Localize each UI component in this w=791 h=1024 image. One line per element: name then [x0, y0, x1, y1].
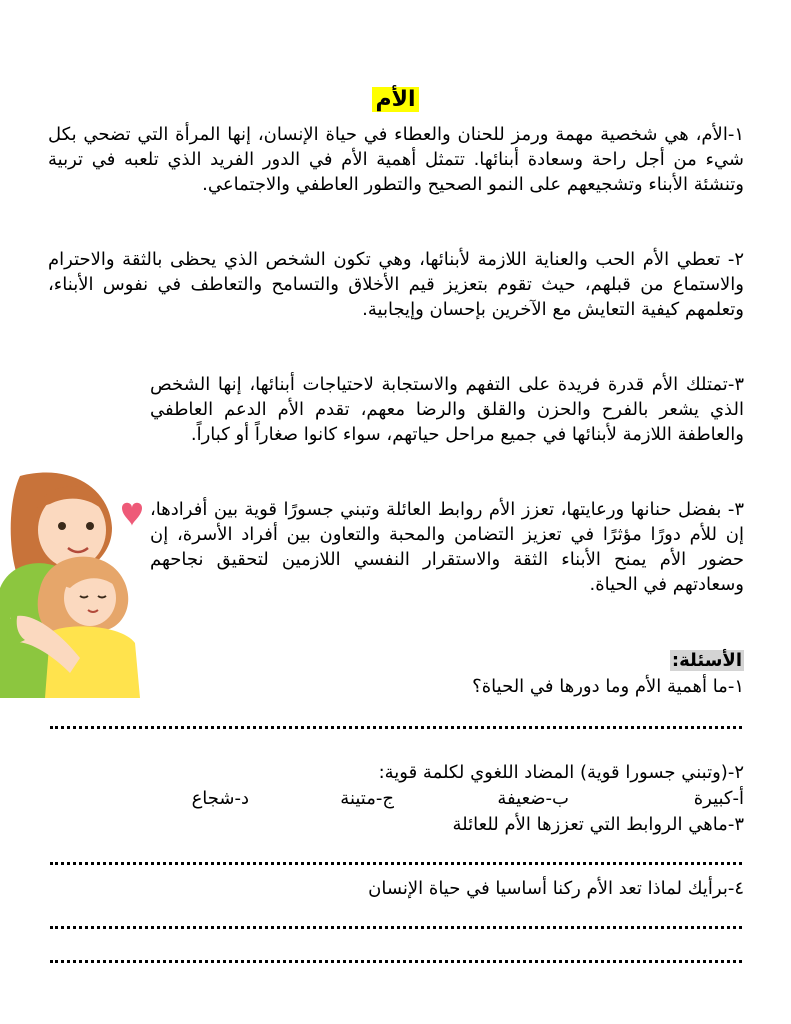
option-c[interactable]: ج-متينة	[340, 788, 394, 809]
mother-child-illustration	[0, 468, 145, 698]
paragraph-3: ٣-تمتلك الأم قدرة فريدة على التفهم والاستجابة لاحتياجات أبنائها، إنها الشخص الذي يشعر بالفرح والحزن والقلق والرضا معهم، تقدم الأم الدعم العاطفي والعاطفة اللازمة لأبنائها في جميع مراحل حياتهم، سواء كانوا صغاراً أو كباراً.	[150, 374, 744, 445]
paragraph-2: ٢- تعطي الأم الحب والعناية اللازمة لأبنائها، وهي تكون الشخص الذي يحظى بالثقة والاحترام والاستماع من قبلهم، حيث تقوم بتعزيز قيم الأخلاق والتسامح والتعاطف في نفوس الأبناء، وتعلمهم كيفية التعايش مع الآخرين بإحسان وإيجابية.	[48, 249, 744, 320]
answer-line-1[interactable]	[50, 726, 742, 729]
answer-line-4a[interactable]	[50, 926, 742, 929]
heart-icon	[122, 503, 142, 526]
paragraph-4: ٣- بفضل حنانها ورعايتها، تعزز الأم روابط العائلة وتبني جسورًا قوية بين أفرادها، إن للأم دورًا مؤثرًا في تعزيز التضامن والمحبة والتعاون بين أفراد الأسرة، إن حضور الأم يمنح الأبناء الثقة والاستقرار النفسي اللازمين لتحقيق نجاحهم وسعادتهم في الحياة.	[150, 499, 744, 595]
option-a[interactable]: أ-كبيرة	[693, 788, 744, 809]
page-title: الأم	[0, 86, 791, 114]
paragraph-1: ١-الأم، هي شخصية مهمة ورمز للحنان والعطاء في حياة الإنسان، إنها المرأة التي تضحي بكل شيء من أجل راحة وسعادة أبنائها. تتمثل أهمية الأم في الدور الفريد الذي تلعبه في تربية وتنشئة الأبناء وتشجيعهم على النمو الصحيح والتطور العاطفي والاجتماعي.	[48, 124, 744, 195]
question-3: ٣-ماهي الروابط التي تعززها الأم للعائلة	[452, 814, 744, 835]
option-b[interactable]: ب-ضعيفة	[497, 788, 569, 809]
questions-heading: الأسئلة:	[671, 650, 742, 671]
answer-line-3[interactable]	[50, 862, 742, 865]
answer-line-4b[interactable]	[50, 960, 742, 963]
option-d[interactable]: د-شجاع	[191, 788, 249, 809]
question-1: ١-ما أهمية الأم وما دورها في الحياة؟	[472, 676, 744, 697]
question-4: ٤-برأيك لماذا تعد الأم ركنا أساسيا في حياة الإنسان	[368, 878, 744, 899]
question-2: ٢-(وتبني جسورا قوية) المضاد اللغوي لكلمة قوية:	[378, 762, 744, 783]
